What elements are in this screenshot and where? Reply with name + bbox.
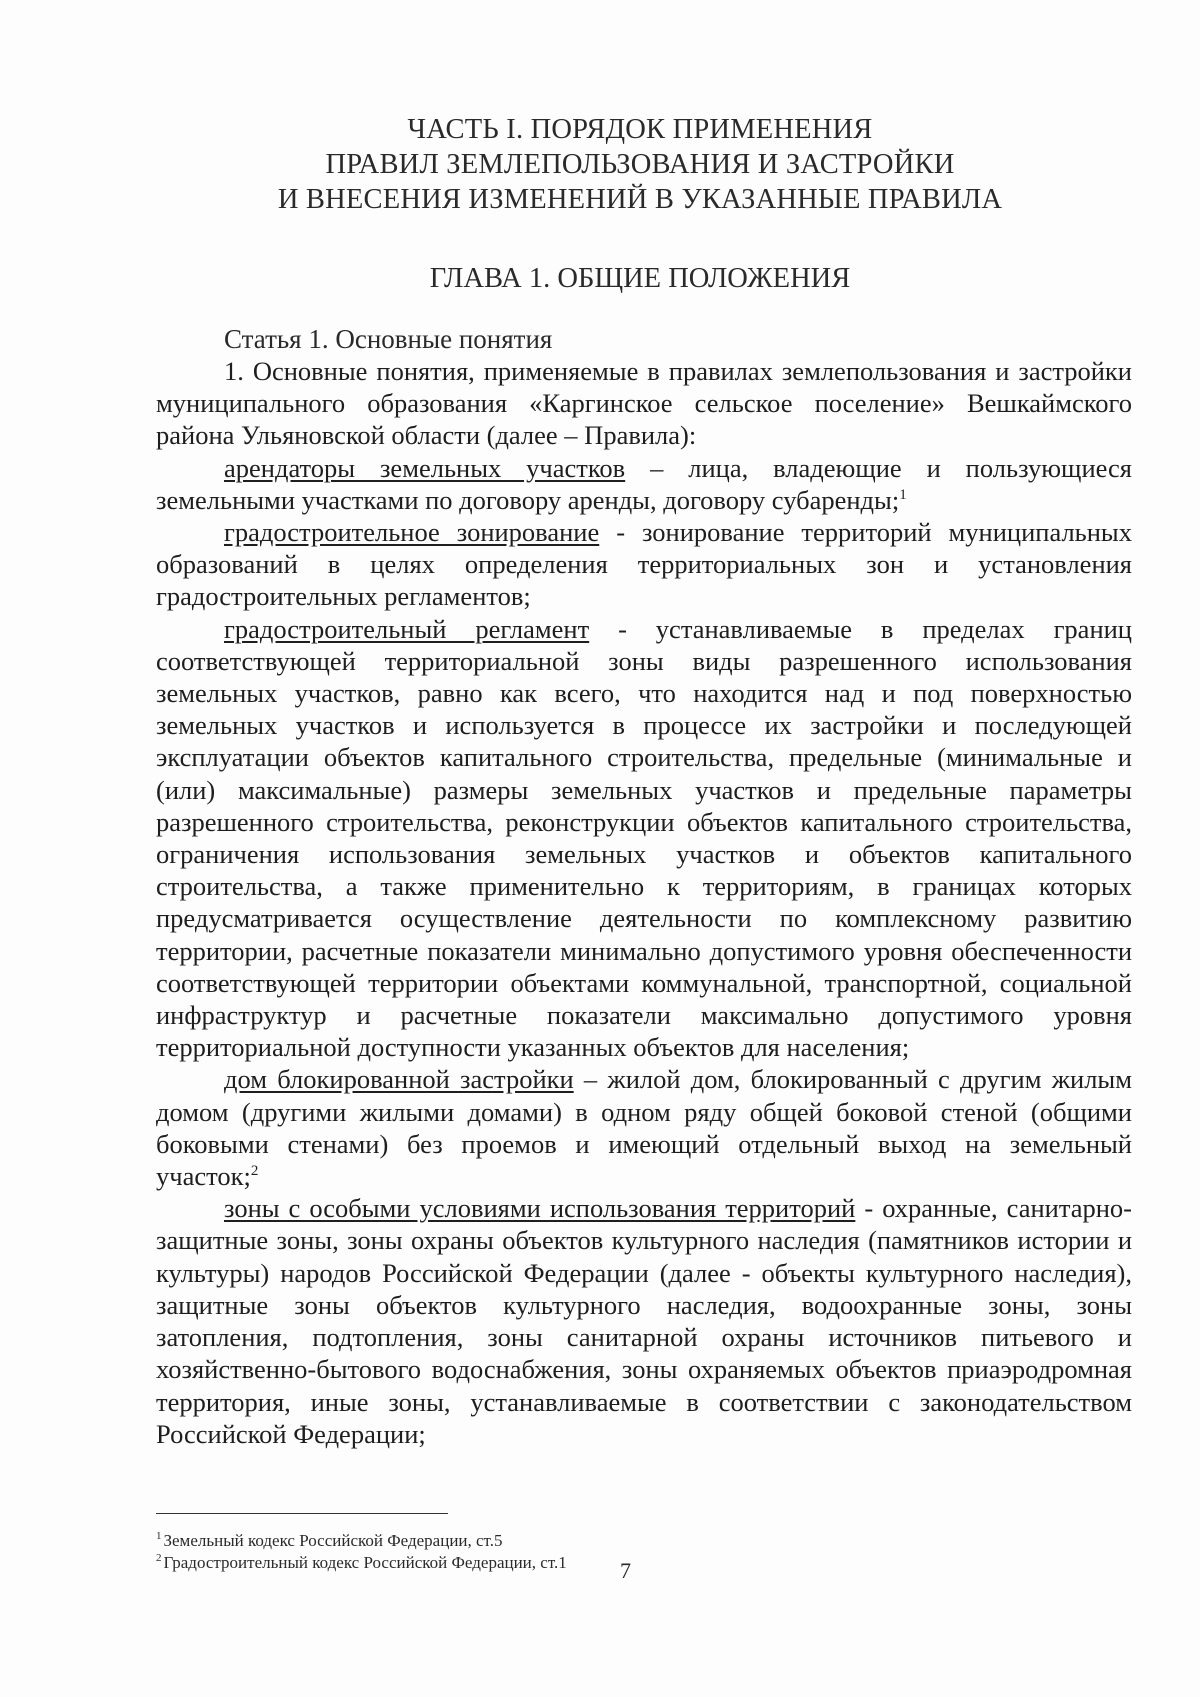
definition-term: зоны с особыми условиями использования территорий (224, 1193, 856, 1224)
definition-term: арендаторы земельных участков (224, 452, 626, 483)
definition-paragraph (156, 1063, 1132, 1192)
definition-text: - зонирование территорий муниципальных образований в целях определения территориальных зон и установления градостроительных регламентов; (156, 517, 1132, 612)
definition-text: - охранные, санитарно-защитные зоны, зоны охраны объектов культурного наследия (памятников истории и культуры) народов Российской Федерации (далее - объекты культурного наследия), защитные зоны объектов культурного наследия, водоохранные зоны, зоны затопления, подтопления, зоны санитарной охраны источников питьевого и хозяйственно-бытового водоснабжения, зоны охраняемых объектов приаэродромная территория, иные зоны, устанавливаемые в соответствии с законодательством Российской Федерации; (156, 1193, 1132, 1449)
definition-term: дом блокированной застройки (224, 1064, 574, 1095)
page-number: 7 (620, 1558, 631, 1583)
footnote-number: 2 (156, 1552, 162, 1565)
footnote (156, 1530, 1132, 1552)
intro-paragraph: 1. Основные понятия, применяемые в правилах землепользования и застройки муниципального образования «Каргинское сельское поселение» Вешкаймского района Ульяновской области (далее – Правила): (156, 356, 1132, 451)
definition-paragraph (156, 516, 1132, 613)
definition-term: градостроительный регламент (224, 613, 590, 644)
article-body (156, 355, 1132, 1450)
definition-text: – лица, владеющие и пользующиеся земельными участками по договору аренды, договору субаренды; (156, 452, 1132, 515)
definition-paragraph (156, 452, 1132, 516)
chapter-title: ГЛАВА 1. ОБЩИЕ ПОЛОЖЕНИЯ (429, 263, 851, 294)
article-title: Статья 1. Основные понятия (224, 324, 553, 354)
part-title (150, 112, 1130, 217)
part-title-line: ПРАВИЛ ЗЕМЛЕПОЛЬЗОВАНИЯ И ЗАСТРОЙКИ (325, 149, 955, 180)
definition-text: - устанавливаемые в пределах границ соответствующей территориальной зоны виды разрешенного использования земельных участков, равно как всего, что находится над и под поверхностью земельных участков и используется в процессе их застройки и последующей эксплуатации объектов капитального строительства, предельные (минимальные и (или) максимальные) размеры земельных участков и предельные параметры разрешенного строительства, реконструкции объектов капитального строительства, ограничения использования земельных участков и объектов капитального строительства, а также применительно к территориям, в границах которых предусматривается осуществление деятельности по комплексному развитию территории, расчетные показатели минимально допустимого уровня обеспеченности соответствующей территории объектами коммунальной, транспортной, социальной инфраструктур и расчетные показатели максимально допустимого уровня территориальной доступности указанных объектов для населения; (156, 613, 1132, 1063)
footnotes (156, 1530, 1132, 1574)
definition-term: градостроительное зонирование (224, 517, 600, 548)
footnote-divider (156, 1513, 448, 1514)
footnote-text: Градостроительный кодекс Российской Федерации, ст.1 (163, 1553, 567, 1572)
part-title-line: ЧАСТЬ I. ПОРЯДОК ПРИМЕНЕНИЯ (407, 114, 873, 145)
definition-paragraph (156, 1192, 1132, 1450)
footnote-number: 1 (156, 1530, 162, 1543)
footnote-ref: 1 (899, 486, 907, 503)
part-title-line: И ВНЕСЕНИЯ ИЗМЕНЕНИЙ В УКАЗАННЫЕ ПРАВИЛА (277, 184, 1003, 215)
footnote-text: Земельный кодекс Российской Федерации, ст.5 (163, 1531, 503, 1550)
footnote-ref: 2 (250, 1163, 259, 1180)
definition-text: – жилой дом, блокированный с другим жилым домом (другими жилыми домами) в одном ряду общей боковой стеной (общими боковыми стенами) без проемов и имеющий отдельный выход на земельный участок; (156, 1064, 1132, 1192)
definition-paragraph (156, 613, 1132, 1064)
footnote (156, 1552, 1132, 1574)
